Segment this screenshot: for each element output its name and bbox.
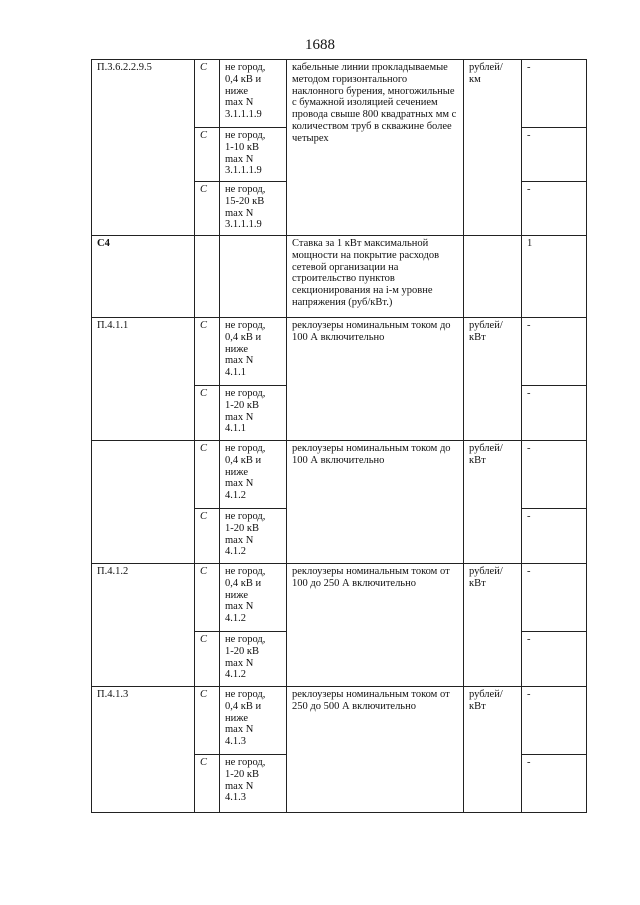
row-code: П.4.1.2 — [92, 564, 195, 687]
table-row — [92, 318, 587, 386]
row-description: кабельные линии прокладываемые методом горизонтального наклонного бурения, многожильные с бумажной изоляцией сечением провода свыше 800 квадратных мм с количеством труб в скважине более четырех — [287, 60, 464, 236]
row-unit: рублей/ кВт — [464, 441, 522, 564]
row-value: - — [522, 128, 587, 182]
table-row — [92, 60, 587, 128]
row-condition — [220, 236, 287, 318]
row-category — [195, 236, 220, 318]
row-description: реклоузеры номинальным током от 100 до 250 А включительно — [287, 564, 464, 687]
row-unit: рублей/ кВт — [464, 318, 522, 441]
row-category: С — [195, 755, 220, 813]
row-condition: не город, 0,4 кВ и ниже max N 4.1.3 — [220, 687, 287, 755]
row-condition: не город, 1-20 кВ max N 4.1.3 — [220, 755, 287, 813]
table-row — [92, 564, 587, 632]
row-condition: не город, 1-20 кВ max N 4.1.2 — [220, 509, 287, 564]
row-value: - — [522, 755, 587, 813]
row-category: С — [195, 128, 220, 182]
row-condition: не город, 0,4 кВ и ниже max N 4.1.2 — [220, 564, 287, 632]
row-description: реклоузеры номинальным током от 250 до 500 А включительно — [287, 687, 464, 813]
row-condition: не город, 1-20 кВ max N 4.1.1 — [220, 386, 287, 441]
row-value: - — [522, 564, 587, 632]
row-description: Ставка за 1 кВт максимальной мощности на покрытие расходов сетевой организации на строительство пунктов секционирования на i-м уровне напряжения (руб/кВт.) — [287, 236, 464, 318]
row-description: реклоузеры номинальным током до 100 А включительно — [287, 318, 464, 441]
row-value: - — [522, 318, 587, 386]
row-unit: рублей/ км — [464, 60, 522, 236]
row-value: - — [522, 687, 587, 755]
row-condition: не город, 0,4 кВ и ниже max N 4.1.2 — [220, 441, 287, 509]
row-category: С — [195, 60, 220, 128]
row-value: - — [522, 632, 587, 687]
row-condition: не город, 1-10 кВ max N 3.1.1.1.9 — [220, 128, 287, 182]
row-value: - — [522, 441, 587, 509]
row-category: С — [195, 318, 220, 386]
row-code: С4 — [92, 236, 195, 318]
row-value: - — [522, 386, 587, 441]
row-category: С — [195, 386, 220, 441]
table-row — [92, 236, 587, 318]
row-description: реклоузеры номинальным током до 100 А включительно — [287, 441, 464, 564]
row-code: П.3.6.2.2.9.5 — [92, 60, 195, 236]
row-unit: рублей/ кВт — [464, 687, 522, 813]
row-condition: не город, 15-20 кВ max N 3.1.1.1.9 — [220, 182, 287, 236]
row-category: С — [195, 632, 220, 687]
row-value: - — [522, 182, 587, 236]
table-row — [92, 441, 587, 509]
row-value: 1 — [522, 236, 587, 318]
row-category: С — [195, 441, 220, 509]
row-category: С — [195, 564, 220, 632]
row-code: П.4.1.1 — [92, 318, 195, 441]
row-category: С — [195, 182, 220, 236]
row-code: П.4.1.3 — [92, 687, 195, 813]
table-row — [92, 687, 587, 755]
row-value: - — [522, 60, 587, 128]
row-unit: рублей/ кВт — [464, 564, 522, 687]
row-condition: не город, 0,4 кВ и ниже max N 4.1.1 — [220, 318, 287, 386]
tariff-table — [91, 59, 587, 813]
row-unit — [464, 236, 522, 318]
row-category: С — [195, 509, 220, 564]
row-condition: не город, 1-20 кВ max N 4.1.2 — [220, 632, 287, 687]
row-category: С — [195, 687, 220, 755]
row-condition: не город, 0,4 кВ и ниже max N 3.1.1.1.9 — [220, 60, 287, 128]
page-number: 1688 — [305, 37, 335, 53]
row-value: - — [522, 509, 587, 564]
row-code — [92, 441, 195, 564]
